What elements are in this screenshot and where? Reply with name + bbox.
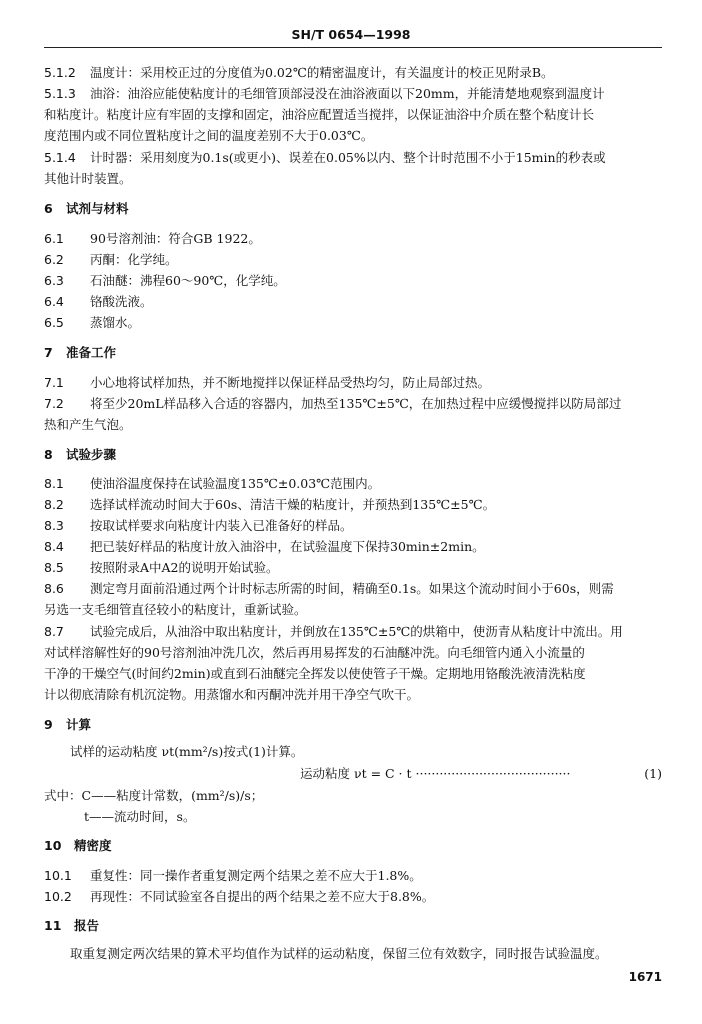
clause-5-1-3-cont: 和粘度计。粘度计应有牢固的支撑和固定，油浴应配置适当搅拌，以保证油浴中介质在整个粘度计长 [44,107,595,122]
clause-5-1-4: 5.1.4 计时器：采用刻度为0.1s(或更小)、误差在0.05%以内、整个计时范围不小于15min的秒表或 [44,150,606,165]
section-10-heading: 10 精密度 [44,838,112,853]
formula-number: (1) [644,766,662,781]
section-7-heading: 7 准备工作 [44,345,117,360]
clause-8-4: 8.4 把已装好样品的粘度计放入油浴中，在试验温度下保持30min±2min。 [44,539,485,554]
clause-8-6-cont: 另选一支毛细管直径较小的粘度计，重新试验。 [44,602,307,617]
section-8-heading: 8 试验步骤 [44,447,117,462]
clause-6-2: 6.2 丙酮：化学纯。 [44,252,178,267]
clause-8-7: 8.7 试验完成后，从油浴中取出粘度计，并倒放在135℃±5℃的烘箱中，使沥青从粘度计中流出。用 [44,624,623,639]
section-11-heading: 11 报告 [44,918,100,933]
clause-10-1: 10.1 重复性：同一操作者重复测定两个结果之差不应大于1.8%。 [44,868,422,883]
clause-7-2: 7.2 将至少20mL样品移入合适的容器内，加热至135℃±5℃，在加热过程中应缓慢搅拌以防局部过 [44,396,622,411]
clause-5-1-3: 5.1.3 油浴：油浴应能使粘度计的毛细管顶部浸没在油浴液面以下20mm，并能清楚地观察到温度计 [44,86,605,101]
calc-intro: 试样的运动粘度 νt(mm²/s)按式(1)计算。 [70,744,304,759]
clause-8-2: 8.2 选择试样流动时间大于60s、清洁干燥的粘度计，并预热到135℃±5℃。 [44,497,496,512]
clause-6-1: 6.1 90号溶剂油：符合GB 1922。 [44,231,261,246]
clause-6-4: 6.4 铬酸洗液。 [44,294,153,309]
where-c: 式中：C——粘度计常数，(mm²/s)/s； [44,788,264,803]
section-6-heading: 6 试剂与材料 [44,201,129,216]
clause-6-3: 6.3 石油醚：沸程60～90℃，化学纯。 [44,273,286,288]
clause-6-5: 6.5 蒸馏水。 [44,315,141,330]
clause-8-7-cont: 干净的干燥空气(时间约2min)或直到石油醚完全挥发以使使管子干燥。定期地用铬酸洗液清洗粘度 [44,666,586,681]
clause-5-1-4-cont: 其他计时装置。 [44,171,132,186]
clause-10-2: 10.2 再现性：不同试验室各自提出的两个结果之差不应大于8.8%。 [44,889,435,904]
formula: 运动粘度 νt = C · t ······································· [300,766,571,781]
clause-8-7-cont: 计以彻底清除有机沉淀物。用蒸馏水和丙酮冲洗并用干净空气吹干。 [44,687,420,702]
where-t: t——流动时间，s。 [84,809,196,824]
clause-8-6: 8.6 测定弯月面前沿通过两个计时标志所需的时间，精确至0.1s。如果这个流动时间小于60s，则需 [44,581,614,596]
clause-8-3: 8.3 按取试样要求向粘度计内装入已准备好的样品。 [44,518,353,533]
page-number: 1671 [628,970,662,984]
page-header: SH/T 0654—1998 [291,27,411,42]
section-9-heading: 9 计算 [44,717,92,732]
clause-7-1: 7.1 小心地将试样加热，并不断地搅拌以保证样品受热均匀，防止局部过热。 [44,375,491,390]
header-rule [44,47,662,48]
clause-7-2-cont: 热和产生气泡。 [44,417,132,432]
clause-8-7-cont: 对试样溶解性好的90号溶剂油冲洗几次，然后再用易挥发的石油醚冲洗。向毛细管内通入小流量的 [44,645,585,660]
report-text: 取重复测定两次结果的算术平均值作为试样的运动粘度，保留三位有效数字，同时报告试验温度。 [70,946,608,961]
clause-5-1-3-cont: 度范围内或不同位置粘度计之间的温度差别不大于0.03℃。 [44,128,374,143]
clause-8-1: 8.1 使油浴温度保持在试验温度135℃±0.03℃范围内。 [44,476,381,491]
clause-8-5: 8.5 按照附录A中A2的说明开始试验。 [44,560,279,575]
clause-5-1-2: 5.1.2 温度计：采用校正过的分度值为0.02℃的精密温度计，有关温度计的校正见附录B。 [44,65,554,80]
